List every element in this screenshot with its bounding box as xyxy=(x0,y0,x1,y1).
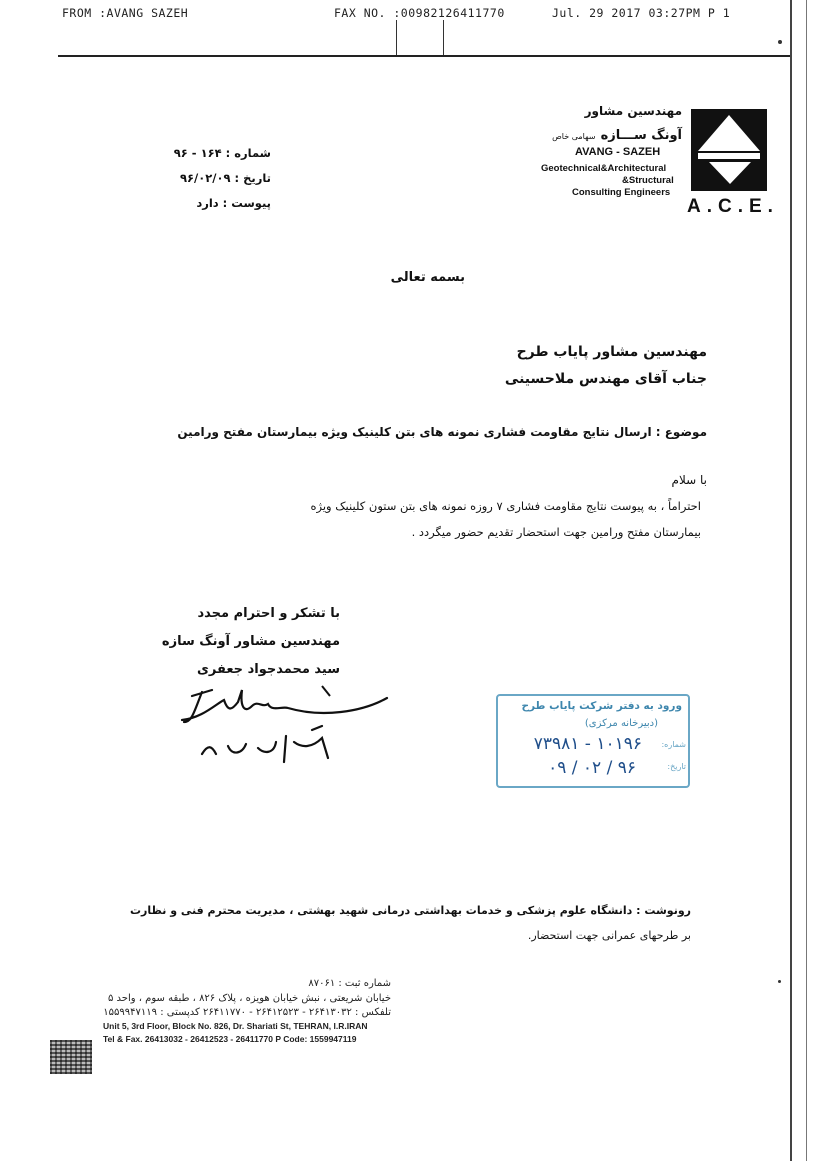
header-rule xyxy=(58,55,790,57)
recipient-org: مهندسین مشاور پایاب طرح xyxy=(516,344,707,360)
scan-speck xyxy=(778,980,781,983)
handwritten-signature-icon xyxy=(172,682,402,772)
received-stamp xyxy=(496,694,690,788)
letter-attachment: پیوست : دارد xyxy=(196,196,271,210)
footer-registration: شماره ثبت : ۸۷۰۶۱ xyxy=(308,978,391,989)
signature-company: مهندسین مشاور آونگ سازه xyxy=(161,634,340,649)
fax-date: Jul. 29 2017 03:27PM P 1 xyxy=(552,6,731,20)
scan-speck xyxy=(778,40,782,44)
stamp-date: ۹۶ / ۰۲ / ۰۹ xyxy=(548,758,636,778)
recipient-person: جناب آقای مهندس ملاحسینی xyxy=(504,371,707,387)
cc-line-1: رونوشت : دانشگاه علوم پزشکی و خدمات بهداشتی درمانی شهید بهشتی ، مدیریت محترم فنی و نظارت xyxy=(130,904,691,917)
letterhead-en-line2: &Structural xyxy=(622,175,674,186)
qr-code-icon xyxy=(50,1040,92,1074)
body-line-2: بیمارستان مفتح ورامین جهت استحضار تقدیم حضور میگردد . xyxy=(411,525,701,539)
footer-tel-en: Tel & Fax. 26413032 - 26412523 - 26411770 P Code: 1559947119 xyxy=(103,1034,357,1044)
logo-bar-icon xyxy=(698,153,760,159)
letter-date: تاریخ : ۹۶/۰۲/۰۹ xyxy=(180,171,271,185)
body-line-1: احتراماً ، به پیوست نتایج مقاومت فشاری ۷ روزه نمونه های بتن ستون کلینیک ویژه xyxy=(310,499,701,513)
cc-line-2: بر طرحهای عمرانی جهت استحضار. xyxy=(527,929,691,942)
letterhead-en-line1: Geotechnical&Architectural xyxy=(541,163,667,174)
fax-number: FAX NO. :00982126411770 xyxy=(334,6,505,20)
closing: با تشکر و احترام مجدد xyxy=(197,606,340,621)
stamp-number-label: شماره: xyxy=(661,740,686,749)
letterhead-en-line3: Consulting Engineers xyxy=(572,187,671,198)
letterhead-en-name: AVANG - SAZEH xyxy=(575,146,661,158)
fax-box-divider xyxy=(396,20,444,56)
greeting: با سلام xyxy=(671,473,707,487)
logo-inverted-triangle-icon xyxy=(709,162,751,184)
logo-triangle-icon xyxy=(698,115,760,151)
logo-text: A.C.E. xyxy=(687,196,779,217)
stamp-line1: ورود به دفتر شرکت پایاب طرح xyxy=(521,700,682,712)
letterhead-fa-line2 xyxy=(502,124,682,143)
letter-number: شماره : ۱۶۴ - ۹۶ xyxy=(173,146,271,160)
letterhead-fa-name: آونگ ســـازه xyxy=(600,128,682,143)
basmala: بسمه تعالی xyxy=(390,270,465,285)
stamp-line2: (دبیرخانه مرکزی) xyxy=(584,718,658,729)
footer-tel-fa: تلفکس : ۲۶۴۱۳۰۳۲ - ۲۶۴۱۲۵۲۳ - ۲۶۴۱۱۷۷۰ کدپستی : ۱۵۵۹۹۴۷۱۱۹ xyxy=(103,1007,391,1018)
footer-address-en: Unit 5, 3rd Floor, Block No. 826, Dr. Shariati St, TEHRAN, I.R.IRAN xyxy=(103,1021,368,1031)
letterhead-fa-suffix: سهامی خاص xyxy=(552,132,596,141)
scan-edge xyxy=(790,0,792,1161)
stamp-number: ۱۰۱۹۶ - ۷۳۹۸۱ xyxy=(533,734,642,754)
signature-name: سید محمدجواد جعفری xyxy=(196,662,340,677)
fax-from: FROM :AVANG SAZEH xyxy=(62,6,189,20)
scan-edge-secondary xyxy=(806,0,807,1161)
footer-address-fa: خیابان شریعتی ، نبش خیابان هویزه ، پلاک ۸۲۶ ، طبقه سوم ، واحد ۵ xyxy=(107,993,391,1004)
letterhead-fa-line1: مهندسین مشاور xyxy=(584,104,682,118)
letter-subject: موضوع : ارسال نتایج مقاومت فشاری نمونه های بتن کلینیک ویژه بیمارستان مفتح ورامین xyxy=(177,425,707,439)
stamp-date-label: تاریخ: xyxy=(667,762,686,771)
